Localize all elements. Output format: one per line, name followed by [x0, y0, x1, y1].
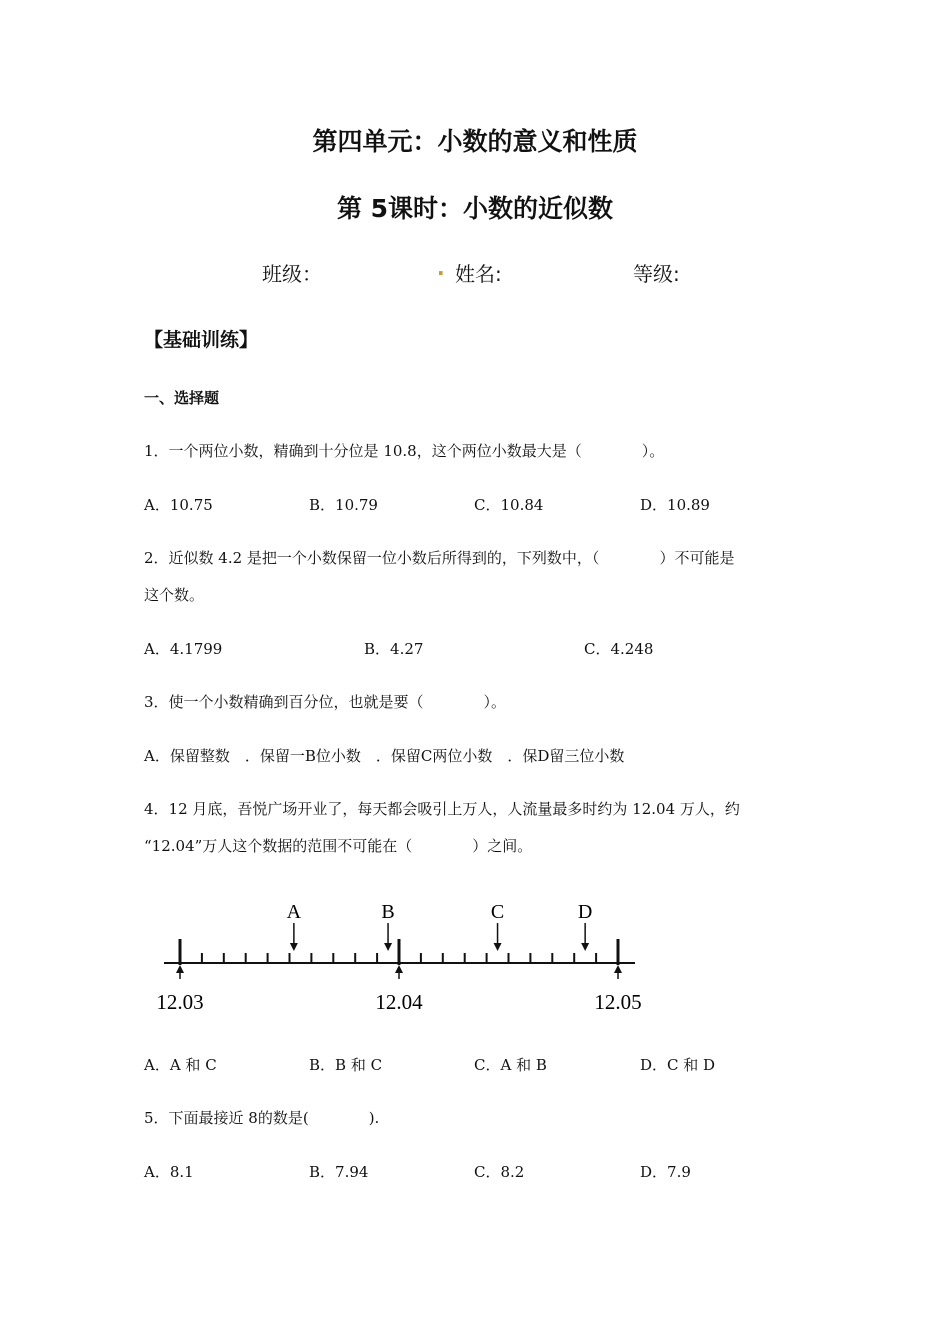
question-4-stem-cont: “12.04”万人这个数据的范围不可能在（ ）之间。 [144, 837, 533, 855]
question-4-option-b: B．B 和 C [309, 1056, 383, 1074]
question-1-option-a: A．10.75 [144, 496, 213, 514]
grade-label: 等级: [633, 262, 680, 286]
point-arrowhead [290, 943, 298, 951]
question-3-options: A．保留整数 ．保留一B位小数 ．保留C两位小数 ．保D留三位小数 [144, 747, 625, 765]
question-5-option-c: C．8.2 [474, 1163, 525, 1181]
name-label: 姓名: [455, 262, 502, 286]
question-1-option-b: B．10.79 [309, 496, 378, 514]
question-4-option-c: C．A 和 B [474, 1056, 547, 1074]
tick-arrowhead [614, 965, 622, 973]
point-label-b: B [381, 901, 395, 923]
question-2-option-a: A．4.1799 [144, 640, 223, 658]
point-label-d: D [577, 901, 593, 923]
question-4-stem: 4．12 月底，吾悦广场开业了，每天都会吸引上万人，人流量最多时约为 12.04 万人，约 [144, 800, 740, 818]
point-label-c: C [490, 901, 505, 923]
question-5-option-a: A．8.1 [144, 1163, 194, 1181]
question-2-option-b: B．4.27 [364, 640, 424, 658]
unit-title: 第四单元：小数的意义和性质 [312, 127, 638, 156]
question-1-option-d: D．10.89 [640, 496, 710, 514]
info-dot: . [437, 256, 445, 280]
question-4-option-a: A．A 和 C [144, 1056, 217, 1074]
question-5-stem: 5．下面最接近 8的数是( ). [144, 1109, 380, 1127]
question-1-option-c: C．10.84 [474, 496, 544, 514]
tick-label: 12.05 [594, 990, 642, 1014]
number-line-figure [150, 890, 650, 1020]
tick-arrowhead [395, 965, 403, 973]
question-5-option-b: B．7.94 [309, 1163, 369, 1181]
tick-label: 12.04 [375, 990, 423, 1014]
question-2-option-c: C．4.248 [584, 640, 654, 658]
point-label-a: A [286, 901, 302, 923]
question-3-stem: 3．使一个小数精确到百分位，也就是要（ ）。 [144, 693, 507, 711]
question-1-stem: 1．一个两位小数，精确到十分位是 10.8，这个两位小数最大是（ ）。 [144, 442, 665, 460]
tick-label: 12.03 [156, 990, 204, 1014]
section-basic-training: 【基础训练】 [144, 329, 259, 351]
lesson-title: 第 5课时：小数的近似数 [336, 194, 614, 223]
question-5-option-d: D．7.9 [640, 1163, 691, 1181]
tick-arrowhead [176, 965, 184, 973]
class-label: 班级： [262, 262, 322, 286]
section-part-one: 一、选择题 [144, 389, 220, 407]
point-arrowhead [581, 943, 589, 951]
question-4-option-d: D．C 和 D [640, 1056, 716, 1074]
point-arrowhead [494, 943, 502, 951]
question-2-stem: 2．近似数 4.2 是把一个小数保留一位小数后所得到的，下列数中，（ ）不可能是 [144, 549, 735, 567]
point-arrowhead [384, 943, 392, 951]
question-2-stem-cont: 这个数。 [144, 586, 205, 604]
